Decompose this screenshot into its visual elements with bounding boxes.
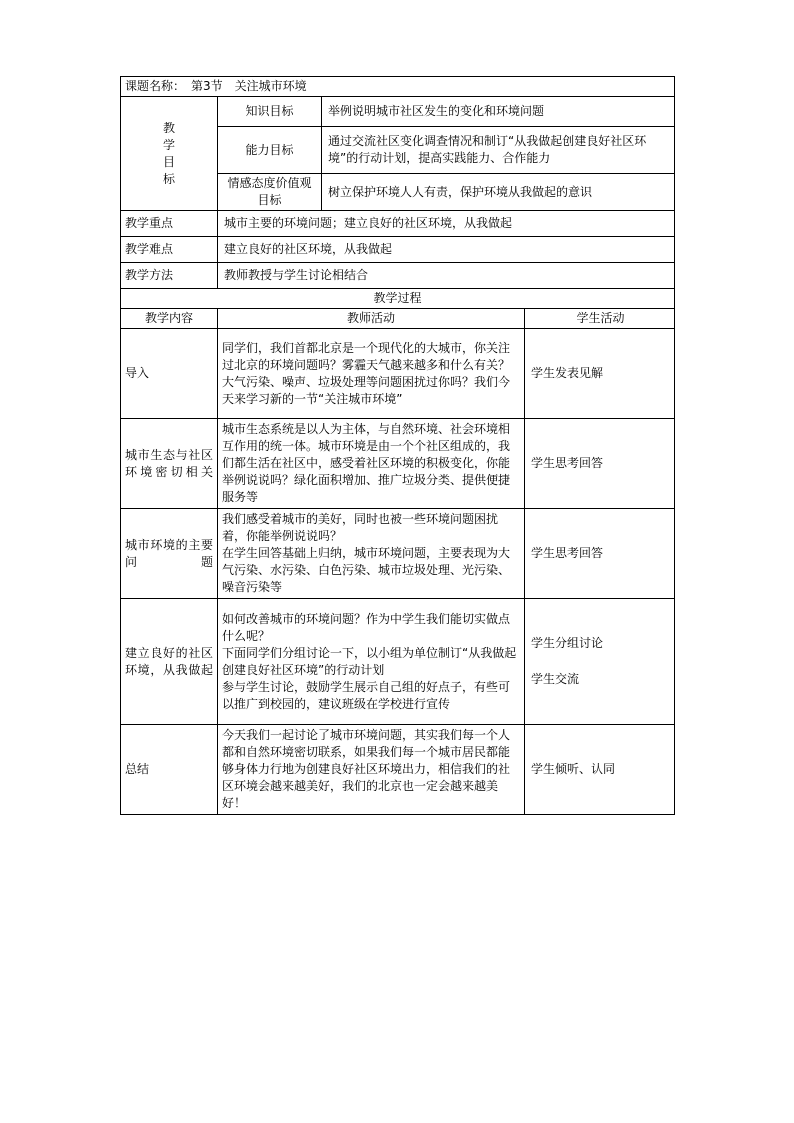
student-activity-summary: 学生倾听、认同 xyxy=(525,725,675,815)
info-label-difficulties: 教学难点 xyxy=(121,237,218,263)
course-title-row xyxy=(121,77,675,97)
student-activity-problems: 学生思考回答 xyxy=(525,509,675,599)
course-title: 课题名称： 第3节 关注城市环境 xyxy=(121,77,675,97)
teacher-activity-intro: 同学们，我们首都北京是一个现代化的大城市，你关注过北京的环境问题吗？雾霾天气越来越多和什么有关？大气污染、噪声、垃圾处理等问题困扰过你吗？我们今天来学习新的一节“关注城市环境” xyxy=(218,329,525,419)
goal-content-ability: 通过交流社区变化调查情况和制订“从我做起创建良好社区环境”的行动计划，提高实践能力、合作能力 xyxy=(322,127,675,174)
process-row-problems xyxy=(121,509,675,599)
info-row-method xyxy=(121,263,675,289)
goal-content-attitude: 树立保护环境人人有责，保护环境从我做起的意识 xyxy=(322,174,675,211)
goals-label-char: 目 xyxy=(162,154,175,169)
lesson-plan-table xyxy=(120,76,675,815)
topic-action: 建立良好的社区环境，从我做起 xyxy=(121,599,218,725)
goals-label-char: 教 xyxy=(162,120,175,135)
process-header-row xyxy=(121,309,675,329)
header-student: 学生活动 xyxy=(525,309,675,329)
header-content: 教学内容 xyxy=(121,309,218,329)
goal-content-knowledge: 举例说明城市社区发生的变化和环境问题 xyxy=(322,97,675,127)
info-content-difficulties: 建立良好的社区环境，从我做起 xyxy=(218,237,675,263)
goal-label-attitude: 情感态度价值观目标 xyxy=(218,174,322,211)
process-title-row xyxy=(121,289,675,309)
teacher-activity-problems: 我们感受着城市的美好，同时也被一些环境问题困扰着，你能举例说说吗？ 在学生回答基础上归纳，城市环境问题，主要表现为大气污染、水污染、白色污染、城市垃圾处理、光污染、噪音污染等 xyxy=(218,509,525,599)
student-activity-exchange: 学生交流 xyxy=(531,672,580,686)
process-row-summary xyxy=(121,725,675,815)
process-row-action xyxy=(121,599,675,725)
student-activity-discuss: 学生分组讨论 xyxy=(531,636,604,650)
info-row-difficulties xyxy=(121,237,675,263)
topic-ecology: 城市生态与社区环境密切相关 xyxy=(121,419,218,509)
student-activity-action xyxy=(525,599,675,725)
info-label-method: 教学方法 xyxy=(121,263,218,289)
goals-label-char: 学 xyxy=(162,137,175,152)
goals-group-label xyxy=(121,97,218,211)
process-title: 教学过程 xyxy=(121,289,675,309)
goal-row-knowledge xyxy=(121,97,675,127)
header-teacher: 教师活动 xyxy=(218,309,525,329)
topic-intro: 导入 xyxy=(121,329,218,419)
info-content-method: 教师教授与学生讨论相结合 xyxy=(218,263,675,289)
goal-label-ability: 能力目标 xyxy=(218,127,322,174)
topic-summary: 总结 xyxy=(121,725,218,815)
info-label-key-points: 教学重点 xyxy=(121,211,218,237)
info-content-key-points: 城市主要的环境问题；建立良好的社区环境，从我做起 xyxy=(218,211,675,237)
info-row-key-points xyxy=(121,211,675,237)
process-row-ecology xyxy=(121,419,675,509)
process-row-intro xyxy=(121,329,675,419)
teacher-activity-ecology: 城市生态系统是以人为主体，与自然环境、社会环境相互作用的统一体。城市环境是由一个个社区组成的，我们都生活在社区中，感受着社区环境的积极变化，你能举例说说吗？绿化面积增加、推广垃圾分类、提供便捷服务等 xyxy=(218,419,525,509)
teacher-activity-summary: 今天我们一起讨论了城市环境问题，其实我们每一个人都和自然环境密切联系，如果我们每一个城市居民都能够身体力行地为创建良好社区环境出力，相信我们的社区环境会越来越美好，我们的北京也一定会越来越美好！ xyxy=(218,725,525,815)
student-activity-intro: 学生发表见解 xyxy=(525,329,675,419)
student-activity-ecology: 学生思考回答 xyxy=(525,419,675,509)
goals-label-char: 标 xyxy=(162,171,175,186)
goal-label-knowledge: 知识目标 xyxy=(218,97,322,127)
topic-problems: 城市环境的主要问题 xyxy=(121,509,218,599)
teacher-activity-action: 如何改善城市的环境问题？作为中学生我们能切实做点什么呢？ 下面同学们分组讨论一下，以小组为单位制订“从我做起创建良好社区环境”的行动计划 参与学生讨论，鼓励学生展示自己组的好点子，有些可以推广到校园的，建议班级在学校进行宣传 xyxy=(218,599,525,725)
